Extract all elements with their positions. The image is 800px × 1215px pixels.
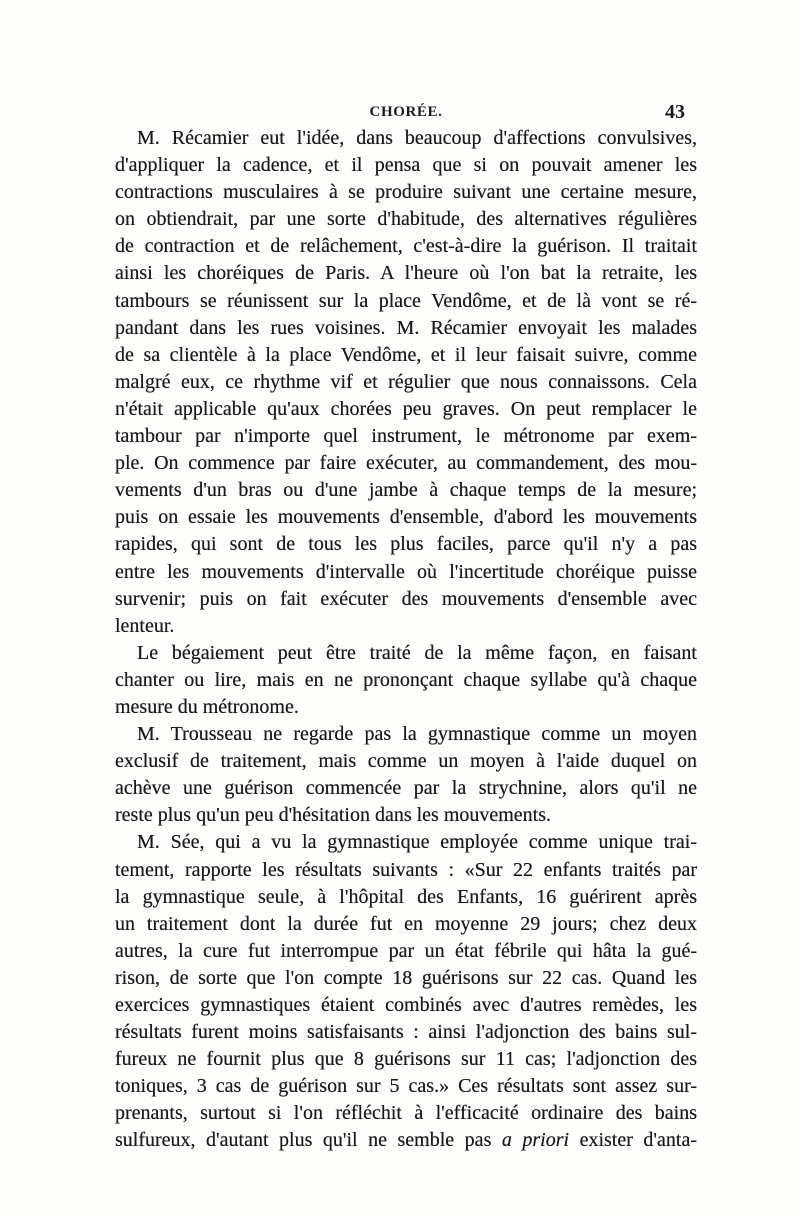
paragraph xyxy=(115,125,697,640)
text-line: prenants, surtout si l'on réfléchit à l'efficacité ordinaire des bains xyxy=(115,1102,697,1125)
text-line: de contraction et de relâchement, c'est-à-dire la guérison. Il traitait xyxy=(115,235,697,258)
text-line: tement, rapporte les résultats suivants : «Sur 22 enfants traités par xyxy=(115,858,697,881)
text-line: rison, de sorte que l'on compte 18 guérisons sur 22 cas. Quand les xyxy=(115,966,697,989)
text-line: malgré eux, ce rhythme vif et régulier que nous connaissons. Cela xyxy=(115,370,697,393)
text-line: M. Sée, qui a vu la gymnastique employée comme unique trai- xyxy=(137,831,697,854)
body-text xyxy=(115,125,697,1155)
text-line: n'était applicable qu'aux chorées peu graves. On peut remplacer le xyxy=(115,397,697,420)
page-header xyxy=(115,100,697,124)
text-line: reste plus qu'un peu d'hésitation dans les mouvements. xyxy=(115,804,552,827)
text-line: toniques, 3 cas de guérison sur 5 cas.» Ces résultats sont assez sur- xyxy=(115,1075,697,1098)
text-line: Le bégaiement peut être traité de la même façon, en faisant xyxy=(137,641,697,664)
text-line: fureux ne fournit plus que 8 guérisons sur 11 cas; l'adjonction des xyxy=(115,1048,697,1071)
text-line: tambours se réunissent sur la place Vendôme, et de là vont se ré- xyxy=(115,289,697,312)
text-line: exercices gymnastiques étaient combinés avec d'autres remèdes, les xyxy=(115,994,697,1016)
text-line: chanter ou lire, mais en ne prononçant chaque syllabe qu'à chaque xyxy=(115,668,697,691)
text-line: puis on essaie les mouvements d'ensemble, d'abord les mouvements xyxy=(115,506,697,529)
text-line: exclusif de traitement, mais comme un moyen à l'aide duquel on xyxy=(115,750,697,773)
text-line: d'appliquer la cadence, et il pensa que si on pouvait amener les xyxy=(115,154,697,177)
text-line: rapides, qui sont de tous les plus faciles, parce qu'il n'y a pas xyxy=(115,533,697,556)
text-line: la gymnastique seule, à l'hôpital des Enfants, 16 guérirent après xyxy=(115,885,697,908)
text-line: survenir; puis on fait exécuter des mouvements d'ensemble avec xyxy=(115,587,697,610)
running-head: CHORÉE. xyxy=(369,104,443,120)
text-segment: exister d'anta- xyxy=(569,1129,697,1152)
text-line: mesure du métronome. xyxy=(115,695,299,718)
text-line: de sa clientèle à la place Vendôme, et il leur faisait suivre, comme xyxy=(115,343,697,366)
paragraph xyxy=(115,640,697,721)
text-line: contractions musculaires à se produire suivant une certaine mesure, xyxy=(115,181,697,204)
page-number: 43 xyxy=(665,101,685,123)
paragraph xyxy=(115,829,697,1154)
text-line: autres, la cure fut interrompue par un état fébrile qui hâta la gué- xyxy=(115,939,697,962)
text-line xyxy=(115,1127,697,1154)
text-line: résultats furent moins satisfaisants : ainsi l'adjonction des bains sul- xyxy=(115,1021,697,1044)
italic-phrase: a priori xyxy=(501,1129,570,1152)
paragraph xyxy=(115,721,697,829)
text-line: tambour par n'importe quel instrument, le métronome par exem- xyxy=(115,425,697,448)
text-line: ple. On commence par faire exécuter, au commandement, des mou- xyxy=(115,452,697,475)
text-line: lenteur. xyxy=(115,614,175,637)
text-segment: sulfureux, d'autant plus qu'il ne semble pas xyxy=(115,1129,502,1152)
text-line: on obtiendrait, par une sorte d'habitude, des alternatives régulières xyxy=(115,208,697,231)
text-line: M. Trousseau ne regarde pas la gymnastique comme un moyen xyxy=(137,723,697,746)
text-line: vements d'un bras ou d'une jambe à chaque temps de la mesure; xyxy=(115,479,697,502)
text-line: entre les mouvements d'intervalle où l'incertitude choréique puisse xyxy=(115,560,697,583)
text-line: achève une guérison commencée par la strychnine, alors qu'il ne xyxy=(115,777,697,800)
text-line: M. Récamier eut l'idée, dans beaucoup d'affections convulsives, xyxy=(137,127,697,149)
text-line: pandant dans les rues voisines. M. Récamier envoyait les malades xyxy=(115,316,697,339)
text-line: ainsi les choréiques de Paris. A l'heure où l'on bat la retraite, les xyxy=(115,262,697,285)
text-line: un traitement dont la durée fut en moyenne 29 jours; chez deux xyxy=(115,912,697,935)
